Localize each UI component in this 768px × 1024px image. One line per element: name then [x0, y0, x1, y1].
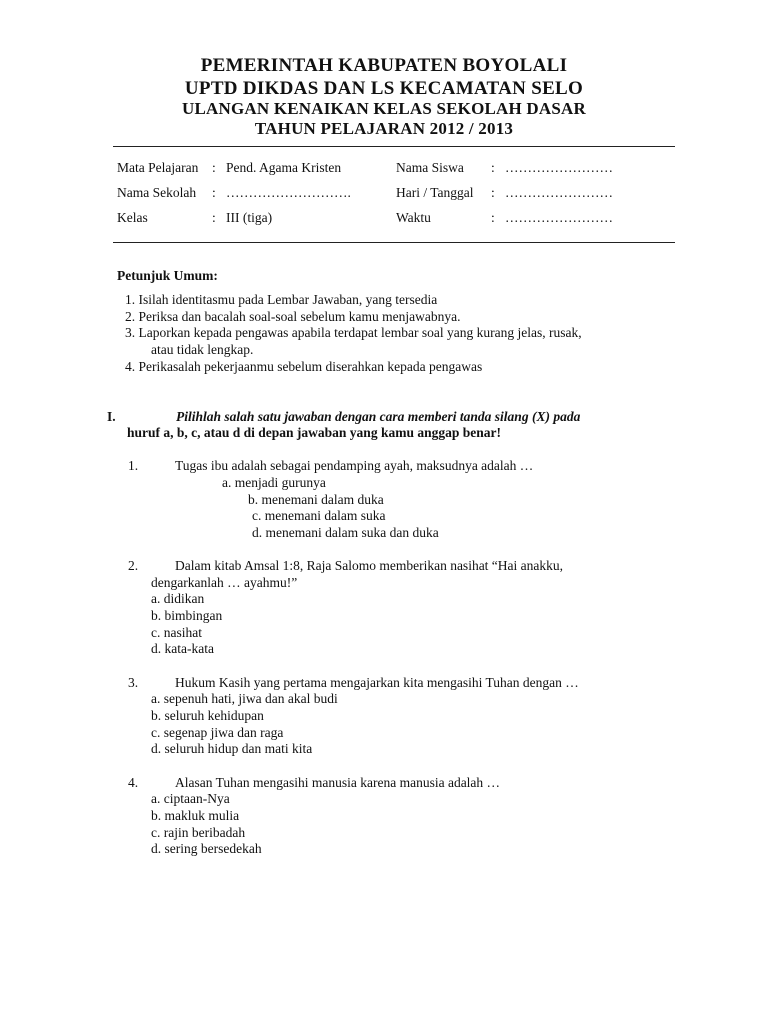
value-mata-pelajaran: Pend. Agama Kristen: [226, 160, 342, 175]
option-d[interactable]: d. kata-kata: [151, 641, 214, 656]
colon: :: [212, 210, 216, 225]
question-text-continued: dengarkanlah … ayahmu!”: [151, 575, 298, 590]
option-c[interactable]: c. nasihat: [151, 625, 202, 640]
header-line-4: TAHUN PELAJARAN 2012 / 2013: [254, 119, 514, 138]
option-a[interactable]: a. sepenuh hati, jiwa dan akal budi: [151, 691, 338, 706]
instruction-item: 3. Laporkan kepada pengawas apabila terdapat lembar soal yang kurang jelas, rusak,: [125, 325, 582, 340]
value-nama-siswa: ……………………: [505, 160, 613, 175]
option-d[interactable]: d. sering bersedekah: [151, 841, 262, 856]
question-text: Dalam kitab Amsal 1:8, Raja Salomo memberikan nasihat “Hai anakku,: [175, 558, 564, 573]
question-text: Hukum Kasih yang pertama mengajarkan kita mengasihi Tuhan dengan …: [175, 675, 579, 690]
option-c[interactable]: c. rajin beribadah: [151, 825, 246, 840]
header-line-1: PEMERINTAH KABUPATEN BOYOLALI: [200, 55, 568, 76]
header-line-3: ULANGAN KENAIKAN KELAS SEKOLAH DASAR: [182, 99, 586, 118]
label-nama-siswa: Nama Siswa: [396, 160, 464, 175]
option-d[interactable]: d. menemani dalam suka dan duka: [252, 525, 439, 540]
option-a[interactable]: a. didikan: [151, 591, 205, 606]
instructions-title: Petunjuk Umum:: [117, 268, 218, 283]
header-divider-top: [113, 146, 675, 147]
option-a[interactable]: a. ciptaan-Nya: [151, 791, 230, 806]
header-line-2: UPTD DIKDAS DAN LS KECAMATAN SELO: [184, 78, 584, 99]
option-b[interactable]: b. makluk mulia: [151, 808, 240, 823]
label-nama-sekolah: Nama Sekolah: [117, 185, 197, 200]
option-d[interactable]: d. seluruh hidup dan mati kita: [151, 741, 313, 756]
instruction-item: 1. Isilah identitasmu pada Lembar Jawaban, yang tersedia: [125, 292, 438, 307]
colon: :: [491, 160, 495, 175]
option-c[interactable]: c. segenap jiwa dan raga: [151, 725, 284, 740]
value-waktu: ……………………: [505, 210, 613, 225]
question-number: 3.: [128, 675, 139, 690]
colon: :: [491, 185, 495, 200]
option-b[interactable]: b. seluruh kehidupan: [151, 708, 264, 723]
option-b[interactable]: b. menemani dalam duka: [248, 492, 384, 507]
instruction-item: 4. Perikasalah pekerjaanmu sebelum diserahkan kepada pengawas: [125, 359, 483, 374]
option-b[interactable]: b. bimbingan: [151, 608, 223, 623]
section-heading-line-2: huruf a, b, c, atau d di depan jawaban yang kamu anggap benar!: [127, 425, 501, 440]
value-hari-tanggal: ……………………: [505, 185, 613, 200]
label-waktu: Waktu: [396, 210, 431, 225]
colon: :: [212, 160, 216, 175]
label-mata-pelajaran: Mata Pelajaran: [117, 160, 199, 175]
option-c[interactable]: c. menemani dalam suka: [252, 508, 386, 523]
option-a[interactable]: a. menjadi gurunya: [222, 475, 326, 490]
instruction-item: 2. Periksa dan bacalah soal-soal sebelum kamu menjawabnya.: [125, 309, 461, 324]
colon: :: [491, 210, 495, 225]
question-text: Tugas ibu adalah sebagai pendamping ayah, maksudnya adalah …: [175, 458, 534, 473]
label-hari-tanggal: Hari / Tanggal: [396, 185, 474, 200]
section-heading-line-1: Pilihlah salah satu jawaban dengan cara memberi tanda silang (X) pada: [176, 409, 581, 424]
value-kelas: III (tiga): [226, 210, 273, 225]
label-kelas: Kelas: [117, 210, 148, 225]
header-divider-bottom: [113, 242, 675, 243]
value-nama-sekolah: ……………………….: [226, 185, 351, 200]
section-number: I.: [107, 409, 116, 424]
question-text: Alasan Tuhan mengasihi manusia karena manusia adalah …: [175, 775, 501, 790]
question-number: 1.: [128, 458, 139, 473]
instruction-item-continued: atau tidak lengkap.: [151, 342, 254, 357]
question-number: 2.: [128, 558, 139, 573]
question-number: 4.: [128, 775, 139, 790]
colon: :: [212, 185, 216, 200]
